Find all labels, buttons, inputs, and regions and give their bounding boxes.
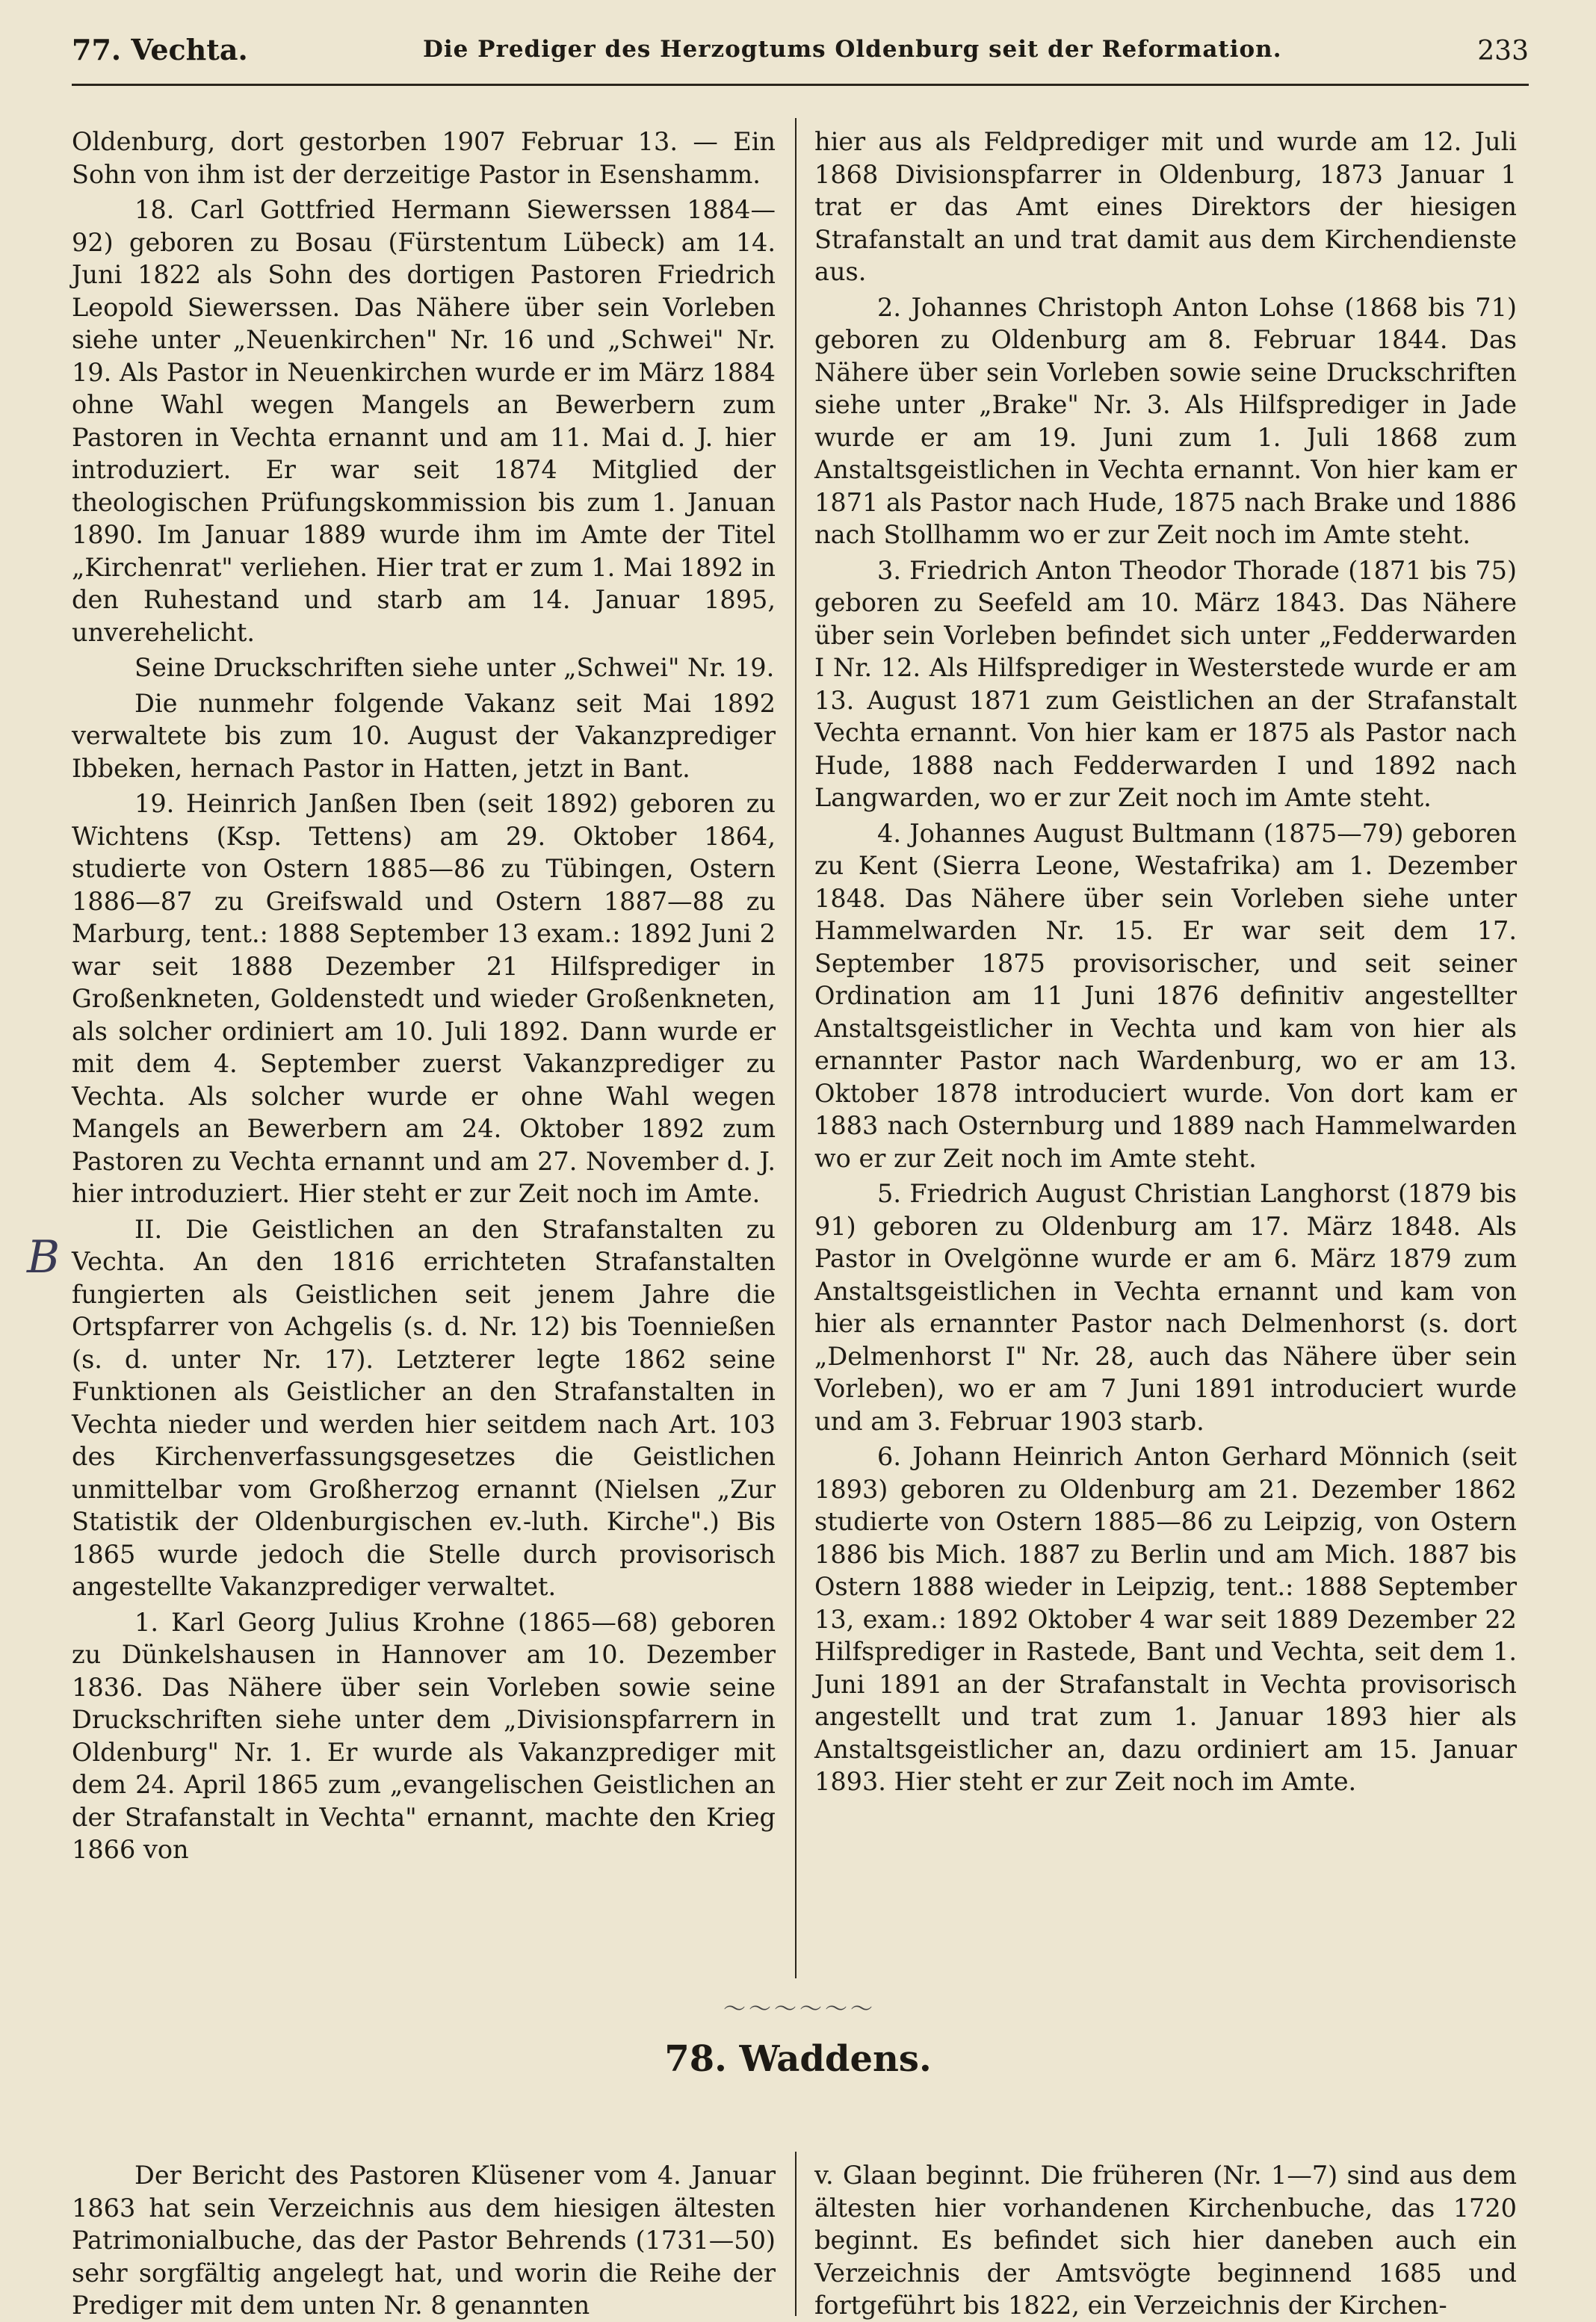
section-ii-strafanstalten: II. Die Geistlichen an den Strafanstalten zu Vechta. An den 1816 errichteten Strafanstalten fungierten als Geistlichen seit jenem Jahre die Ortspfarrer von Achgelis (s. d. Nr. 12) bis Toennießen (s. d. unter Nr. 17). Letzterer legte 1862 seine Funktionen als Geistlicher an den Strafanstalten in Vechta nieder und werden hier seitdem nach Art. 103 des Kirchenverfassungsgesetzes die Geistlichen unmittelbar vom Großherzog ernannt (Nielsen „Zur Statistik der Oldenburgischen ev.-luth. Kirche".) Bis 1865 wurde jedoch die Stelle durch provisorisch angestellte Vakanzprediger verwaltet.	[72, 1214, 776, 1601]
margin-note: B	[27, 1231, 61, 1284]
paragraph: Die nunmehr folgende Vakanz seit Mai 1892 verwaltete bis zum 10. August der Vakanzprediger Ibbeken, hernach Pastor in Hatten, jetzt in Bant.	[72, 688, 776, 783]
section-ornament: ～～～～～～	[723, 1996, 876, 2022]
paragraph: Seine Druckschriften siehe unter „Schwei" Nr. 19.	[134, 653, 775, 682]
entry-19-iben: 19. Heinrich Janßen Iben (seit 1892) geboren zu Wichtens (Ksp. Tettens) am 29. Oktober 1864, studierte von Ostern 1885—86 zu Tübingen, Ostern 1886—87 zu Greifswald und Ostern 1887—88 zu Marburg, tent.: 1888 September 13 exam.: 1892 Juni 2 war seit 1888 Dezember 21 Hilfsprediger in Großenkneten, Goldenstedt und wieder Großenkneten, als solcher ordiniert am 10. Juli 1892. Dann wurde er mit dem 4. September zuerst Vakanzprediger zu Vechta. Als solcher wurde er ohne Wahl wegen Mangels an Bewerbern am 24. Oktober 1892 zum Pastoren zu Vechta ernannt und am 27. November d. J. hier introduziert. Hier steht er zur Zeit noch im Amte.	[72, 789, 776, 1208]
section-title: 78. Waddens.	[664, 2038, 932, 2080]
column-divider-bottom	[795, 2152, 797, 2316]
entry-6-moennich: 6. Johann Heinrich Anton Gerhard Mönnich (seit 1893) geboren zu Oldenburg am 21. Dezember 1862 studierte von Ostern 1885—86 zu Leipzig, von Ostern 1886 bis Mich. 1887 zu Berlin und am Mich. 1887 bis Ostern 1888 wieder in Leipzig, tent.: 1888 September 13, exam.: 1892 Oktober 4 war seit 1889 Dezember 22 Hilfsprediger in Rastede, Bant und Vechta, seit dem 1. Juni 1891 an der Strafanstalt in Vechta provisorisch angestellt und trat zum 1. Januar 1893 hier als Anstaltsgeistlicher an, dazu ordiniert am 15. Januar 1893. Hier steht er zur Zeit noch im Amte.	[814, 1442, 1517, 1796]
paragraph: hier aus als Feldprediger mit und wurde am 12. Juli 1868 Divisionspfarrer in Oldenburg, 1873 Januar 1 trat er das Amt eines Direktors der hiesigen Strafanstalt an und trat damit aus dem Kirchendienste aus.	[814, 127, 1517, 286]
entry-1-krohne: 1. Karl Georg Julius Krohne (1865—68) geboren zu Dünkelshausen in Hannover am 10. Dezember 1836. Das Nähere über sein Vorleben sowie seine Druckschriften siehe unter dem „Divisionspfarrern in Oldenburg" Nr. 1. Er wurde als Vakanzprediger mit dem 24. April 1865 zum „evangelischen Geistlichen an der Strafanstalt in Vechta" ernannt, machte den Krieg 1866 von	[72, 1607, 776, 1864]
right-column	[814, 126, 1517, 1798]
bottom-left-column	[72, 2159, 776, 2322]
entry-5-langhorst: 5. Friedrich August Christian Langhorst (1879 bis 91) geboren zu Oldenburg am 17. März 1848. Als Pastor in Ovelgönne wurde er am 6. März 1879 zum Anstaltsgeistlichen in Vechta ernannt und kam von hier als ernannter Pastor nach Delmenhorst (s. dort „Delmenhorst I" Nr. 28, auch das Nähere über sein Vorleben), wo er am 7 Juni 1891 introduciert wurde und am 3. Februar 1903 starb.	[814, 1179, 1517, 1436]
page-number: 233	[1477, 36, 1529, 66]
paragraph: Oldenburg, dort gestorben 1907 Februar 13. — Ein Sohn von ihm ist der derzeitige Pastor in Esenshamm.	[72, 127, 776, 189]
page-header	[72, 33, 1529, 78]
entry-4-bultmann: 4. Johannes August Bultmann (1875—79) geboren zu Kent (Sierra Leone, Westafrika) am 1. Dezember 1848. Das Nähere über sein Vorleben siehe unter Hammelwarden Nr. 15. Er war seit dem 17. September 1875 provisorischer, und seit seiner Ordination am 11 Juni 1876 definitiv angestellter Anstaltsgeistlicher in Vechta und kam von hier als ernannter Pastor nach Wardenburg, wo er am 13. Oktober 1878 introduciert wurde. Von dort kam er 1883 nach Osternburg und 1889 nach Hammelwarden wo er zur Zeit noch im Amte steht.	[814, 818, 1517, 1173]
entry-18-siewerssen: 18. Carl Gottfried Hermann Siewerssen 1884—92) geboren zu Bosau (Fürstentum Lübeck) am 14. Juni 1822 als Sohn des dortigen Pastoren Friedrich Leopold Siewerssen. Das Nähere über sein Vorleben siehe unter „Neuenkirchen" Nr. 16 und „Schwei" Nr. 19. Als Pastor in Neuenkirchen wurde er im März 1884 ohne Wahl wegen Mangels an Bewerbern zum Pastoren in Vechta ernannt und am 11. Mai d. J. hier introduziert. Er war seit 1874 Mitglied der theologischen Prüfungskommission bis zum 1. Januan 1890. Im Januar 1889 wurde ihm im Amte der Titel „Kirchenrat" verliehen. Hier trat er zum 1. Mai 1892 in den Ruhestand und starb am 14. Januar 1895, unverehelicht.	[72, 195, 776, 647]
paragraph: v. Glaan beginnt. Die früheren (Nr. 1—7) sind aus dem ältesten hier vorhandenen Kirchenbuche, das 1720 beginnt. Es befindet sich hier daneben auch ein Verzeichnis der Amtsvögte beginnend 1685 und fortgeführt bis 1822, ein Verzeichnis der Kirchen-	[814, 2161, 1517, 2320]
entry-3-thorade: 3. Friedrich Anton Theodor Thorade (1871 bis 75) geboren zu Seefeld am 10. März 1843. Das Nähere über sein Vorleben befindet sich unter „Fedderwarden I Nr. 12. Als Hilfsprediger in Westerstede wurde er am 13. August 1871 zum Geistlichen an der Strafanstalt Vechta ernannt. Von hier kam er 1875 als Pastor nach Hude, 1888 nach Fedderwarden I und 1892 nach Langwarden, wo er zur Zeit noch im Amte steht.	[814, 555, 1517, 812]
entry-2-lohse: 2. Johannes Christoph Anton Lohse (1868 bis 71) geboren zu Oldenburg am 8. Februar 1844. Das Nähere über sein Vorleben sowie seine Druckschriften siehe unter „Brake" Nr. 3. Als Hilfsprediger in Jade wurde er am 19. Juni zum 1. Juli 1868 zum Anstaltsgeistlichen in Vechta ernannt. Von hier kam er 1871 als Pastor nach Hude, 1875 nach Brake und 1886 nach Stollhamm wo er zur Zeit noch im Amte steht.	[814, 292, 1517, 549]
header-running-title: Die Prediger des Herzogtums Oldenburg seit der Reformation.	[423, 36, 1282, 63]
header-section-label: 77. Vechta.	[72, 33, 248, 66]
paragraph: Der Bericht des Pastoren Klüsener vom 4. Januar 1863 hat sein Verzeichnis aus dem hiesigen ältesten Patrimonialbuche, das der Pastor Behrends (1731—50) sehr sorgfältig angelegt hat, und worin die Reihe der Prediger mit dem unten Nr. 8 genannten	[72, 2161, 776, 2320]
bottom-right-column	[814, 2159, 1517, 2322]
column-divider	[795, 118, 797, 1978]
header-rule	[72, 84, 1529, 86]
left-column	[72, 126, 776, 1866]
